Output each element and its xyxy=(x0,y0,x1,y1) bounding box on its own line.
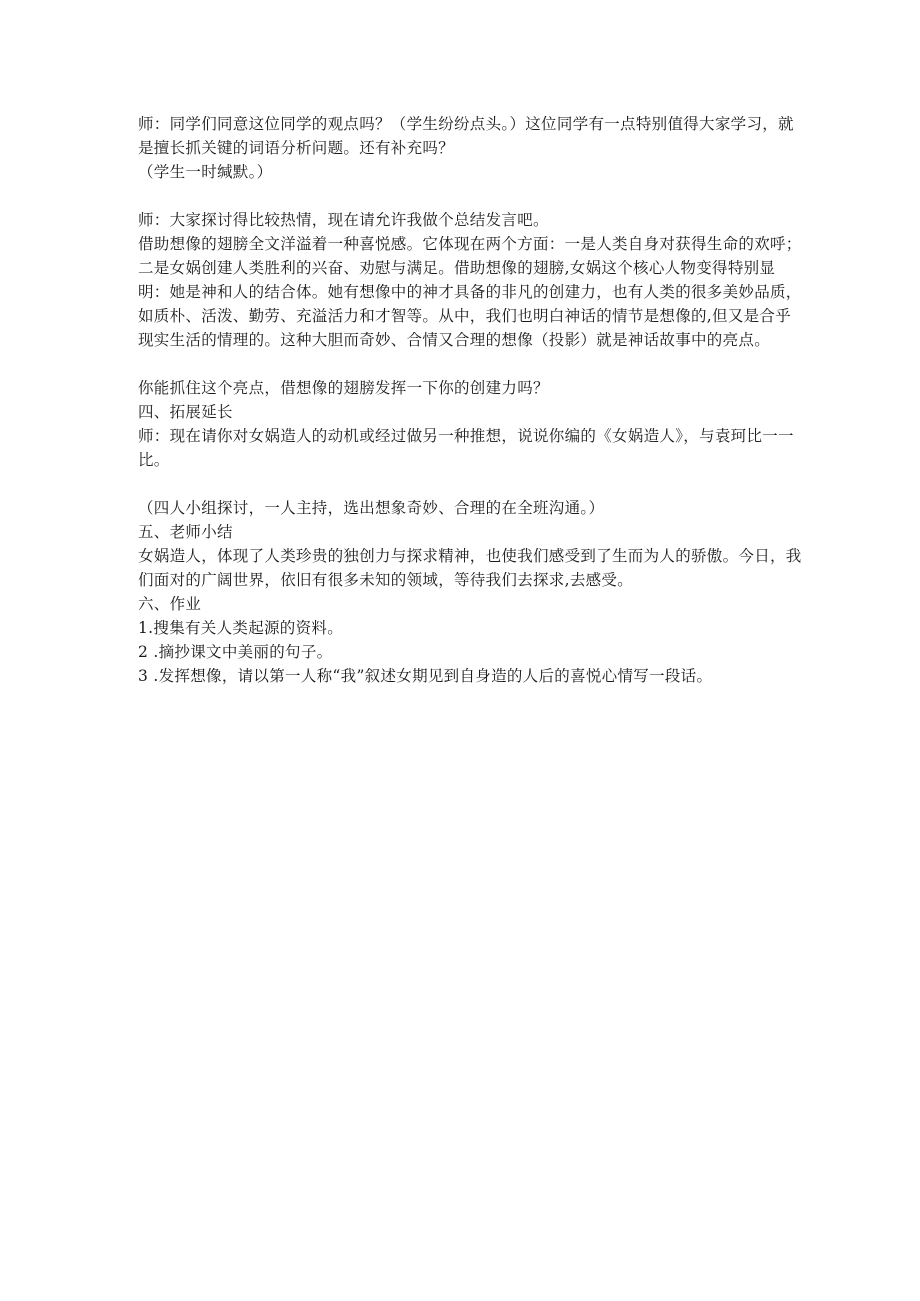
paragraph-teacher-summary-intro: 师：大家探讨得比较热情，现在请允许我做个总结发言吧。 xyxy=(138,211,549,229)
paragraph-teacher-question: 师：同学们同意这位同学的观点吗？（学生纷纷点头。）这位同学有一点特别值得大家学习，就是擅长抓关键的词语分析问题。还有补充吗？ xyxy=(138,115,794,157)
section-heading-extension: 四、拓展延长 xyxy=(138,403,233,421)
document-body xyxy=(138,112,806,688)
homework-item-2: 2 .摘抄课文中美丽的句子。 xyxy=(138,643,333,661)
paragraph-summary-body: 借助想像的翅膀全文洋溢着一种喜悦感。它体现在两个方面：一是人类自身对获得生命的欢呼；二是女娲创建人类胜利的兴奋、劝慰与满足。借助想像的翅膀,女娲这个核心人物变得特别显明：她是神和人的结合体。她有想像中的神才具备的非凡的创建力，也有人类的很多美妙品质，如质朴、活泼、勤劳、充溢活力和才智等。从中，我们也明白神话的情节是想像的,但又是合乎现实生活的情理的。这种大胆而奇妙、合情又合理的想像（投影）就是神话故事中的亮点。 xyxy=(138,235,802,349)
paragraph-question-highlight: 你能抓住这个亮点，借想像的翅膀发挥一下你的创建力吗？ xyxy=(138,379,549,397)
section-heading-homework: 六、作业 xyxy=(138,595,202,613)
homework-item-1: 1.搜集有关人类起源的资料。 xyxy=(138,619,343,637)
paragraph-teacher-prompt: 师：现在请你对女娲造人的动机或经过做另一种推想，说说你编的《女娲造人》，与袁珂比一一比。 xyxy=(138,427,794,469)
paragraph-group-discussion: （四人小组探讨，一人主持，选出想象奇妙、合理的在全班沟通。） xyxy=(138,499,605,517)
paragraph-conclusion: 女娲造人，体现了人类珍贵的独创力与探求精神，也使我们感受到了生而为人的骄傲。今日，我们面对的广阔世界，依旧有很多未知的领域，等待我们去探求,去感受。 xyxy=(138,547,802,589)
section-heading-summary: 五、老师小结 xyxy=(138,523,233,541)
homework-item-3: 3 .发挥想像，请以第一人称“我”叙述女期见到自身造的人后的喜悦心情写一段话。 xyxy=(138,667,713,685)
paragraph-students-silent: （学生一时缄默。） xyxy=(138,163,273,181)
